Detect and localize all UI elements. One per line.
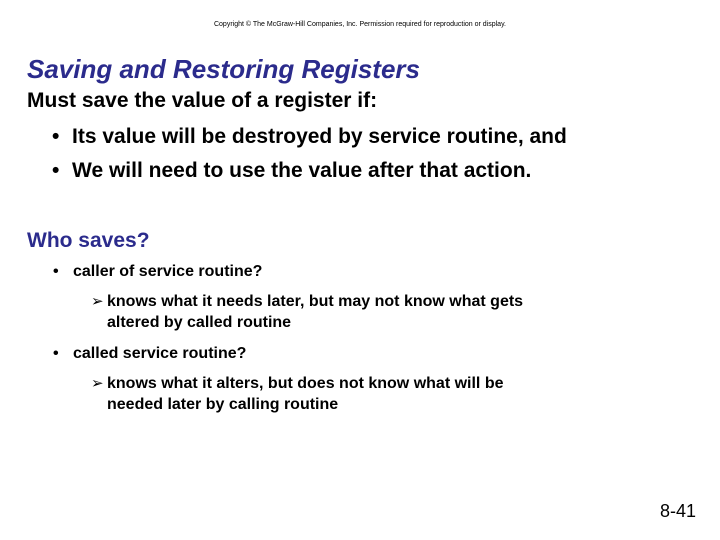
detail-line: knows what it alters, but does not know what will be <box>107 375 504 392</box>
condition-item <box>52 158 531 184</box>
intro-text: Must save the value of a register if: <box>27 89 378 112</box>
bullet-icon: • <box>52 125 60 148</box>
copyright-notice: Copyright © The McGraw-Hill Companies, Inc. Permission required for reproduction or display. <box>213 21 506 28</box>
option-detail <box>91 373 503 415</box>
bullet-icon: • <box>53 263 59 280</box>
condition-text: Its value will be destroyed by service routine, and <box>72 125 567 148</box>
detail-line: needed later by calling routine <box>107 396 339 413</box>
detail-line: altered by called routine <box>107 314 292 331</box>
bullet-icon: • <box>52 159 60 182</box>
arrow-bullet-icon: ➢ <box>91 374 104 392</box>
option-text: called service routine? <box>73 345 247 362</box>
section-heading: Who saves? <box>27 229 150 252</box>
arrow-bullet-icon: ➢ <box>91 292 104 310</box>
slide-title: Saving and Restoring Registers <box>27 54 420 84</box>
page-number: 8-41 <box>659 501 696 521</box>
condition-item <box>52 124 567 150</box>
condition-text: We will need to use the value after that action. <box>72 159 532 182</box>
option-text: caller of service routine? <box>73 263 263 280</box>
option-item <box>53 344 246 364</box>
option-detail <box>91 291 523 333</box>
detail-line: knows what it needs later, but may not know what gets <box>107 293 524 310</box>
option-item <box>53 262 262 282</box>
bullet-icon: • <box>53 345 59 362</box>
